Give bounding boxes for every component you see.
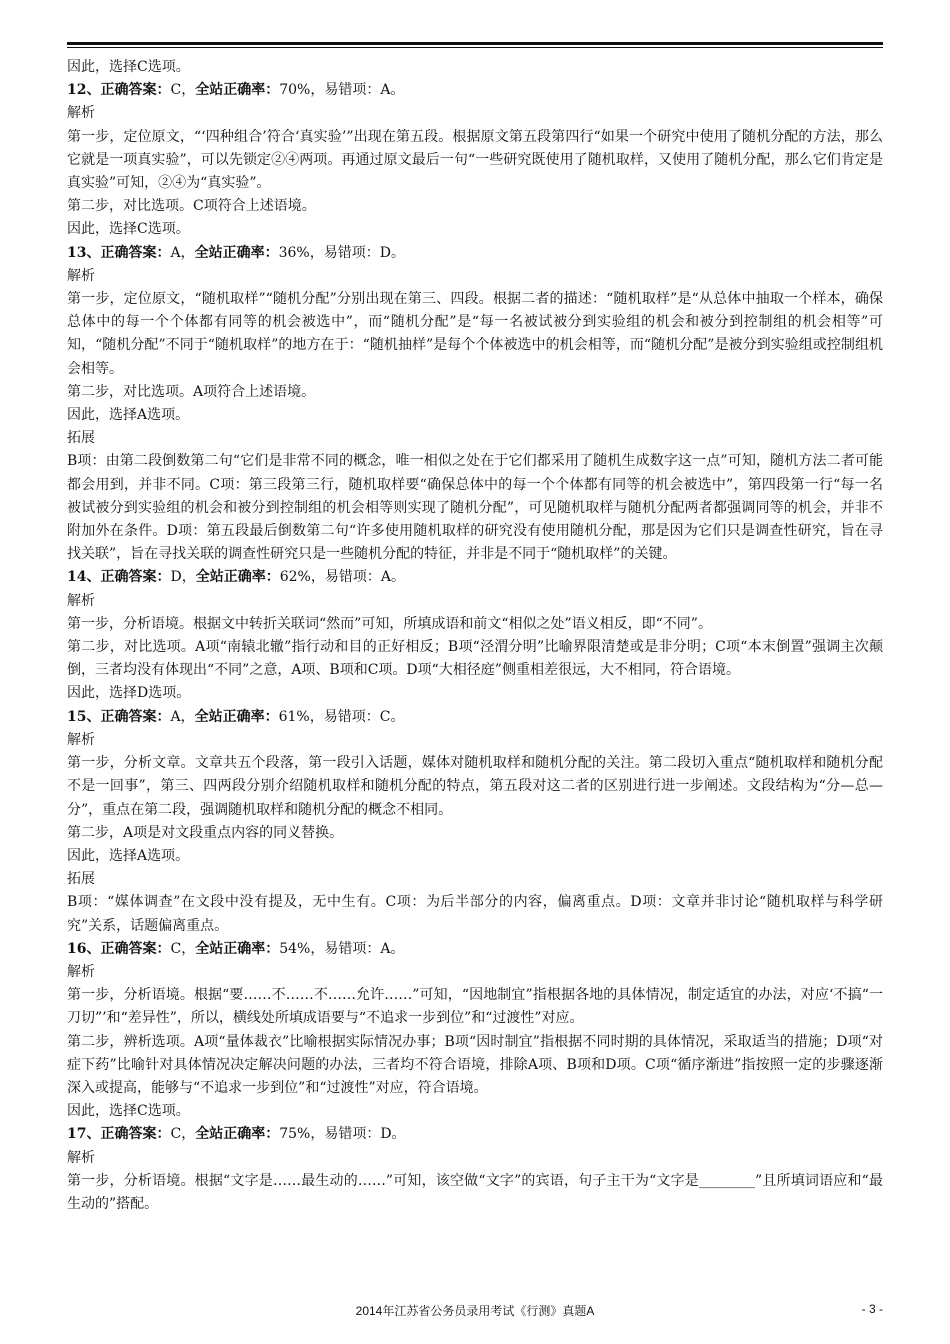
header-rule-thick <box>67 42 883 45</box>
paragraph: 第一步，分析语境。根据“要……不……不……允许……”可知，“因地制宜”指根据各地的具体情况，制定适宜的办法，对应‘不搞“一刀切”’和“差异性”，所以，横线处所填成语要与“不追求一步到位”和“过渡性”对应。 <box>67 987 883 1027</box>
answer-line <box>67 242 883 265</box>
question-number: 16、 <box>67 940 101 957</box>
answer-value: D， <box>170 569 196 586</box>
conclusion-line: 因此，选择D选项。 <box>67 685 191 702</box>
paragraph: 第一步，分析语境。根据文中转折关联词“然而”可知，所填成语和前文“相似之处”语义相反，即“不同”。 <box>67 615 712 632</box>
paragraph: 第二步，对比选项。A项“南辕北辙”指行动和目的正好相反；B项“泾渭分明”比喻界限清楚或是非分明；C项“本末倒置”强调主次颠倒，三者均没有体现出“不同”之意，A项、B项和C项。D项“大相径庭”侧重相差很远，大不相同，符合语境。 <box>67 639 883 679</box>
accuracy-label: 全站正确率： <box>195 1126 280 1143</box>
paragraph: B项：由第二段倒数第二句“它们是非常不同的概念，唯一相似之处在于它们都采用了随机生成数字这一点”可知，随机方法二者可能都会用到，并非不同。C项：第三段第三行，随机取样要“确保总体中的每一个个体都有同等的机会被选中”，第四段第一行“每一名被试被分到实验组的机会和被分到控制组的机会相等则实现了随机分配”，可见随机取样与随机分配两者都强调同等的机会，并非不附加外在条件。D项：第五段最后倒数第二句“许多使用随机取样的研究没有使用随机分配，那是因为它们只是调查性研究，旨在寻找关联”，旨在寻找关联的调查性研究只是一些随机分配的特征，并非是不同于“随机取样”的关键。 <box>67 453 883 563</box>
page-number: - 3 - <box>861 1302 883 1316</box>
section-heading-analysis: 解析 <box>67 267 95 284</box>
accuracy-value: 61%，易错项：C。 <box>278 708 405 725</box>
section-heading-analysis: 解析 <box>67 1149 95 1166</box>
answer-value: C， <box>170 940 196 957</box>
page-footer <box>67 1302 883 1322</box>
question-number: 13、 <box>67 244 101 261</box>
accuracy-label: 全站正确率： <box>195 82 280 99</box>
header-rule-thin <box>67 47 883 48</box>
question-number: 17、 <box>67 1126 101 1143</box>
question-number: 12、 <box>67 82 101 99</box>
accuracy-value: 36%，易错项：D。 <box>278 244 405 261</box>
answer-value: C， <box>170 82 196 99</box>
conclusion-line: 因此，选择A选项。 <box>67 847 190 864</box>
answer-line <box>67 706 883 729</box>
accuracy-value: 54%，易错项：A。 <box>279 940 405 957</box>
question-number: 14、 <box>67 569 101 586</box>
paragraph: 第一步，分析文章。文章共五个段落，第一段引入话题，媒体对随机取样和随机分配的关注。第二段切入重点“随机取样和随机分配不是一回事”，第三、四两段分别介绍随机取样和随机分配的特点，第五段对这二者的区别进行进一步阐述。文段结构为“分—总—分”，重点在第二段，强调随机取样和随机分配的概念不相同。 <box>67 755 883 818</box>
accuracy-value: 70%，易错项：A。 <box>279 82 405 99</box>
conclusion-line: 因此，选择A选项。 <box>67 407 190 424</box>
answer-line <box>67 1123 883 1146</box>
accuracy-label: 全站正确率： <box>194 244 279 261</box>
answer-label: 正确答案： <box>100 940 171 957</box>
section-heading-analysis: 解析 <box>67 963 95 980</box>
answer-line <box>67 79 883 102</box>
paragraph: 第一步，定位原文，“随机取样”“随机分配”分别出现在第三、四段。根据二者的描述：“随机取样”是“从总体中抽取一个样本，确保总体中的每一个个体都有同等的机会被选中”，而“随机分配”是“每一名被试被分到实验组的机会和被分到控制组的机会相等”可知，“随机分配”不同于“随机取样”的地方在于：“随机抽样”是每个个体被选中的机会相等，而“随机分配”是被分到实验组或控制组机会相等。 <box>67 291 883 377</box>
accuracy-value: 62%，易错项：A。 <box>279 569 405 586</box>
question-number: 15、 <box>67 708 101 725</box>
document-body <box>67 56 883 1216</box>
section-heading-analysis: 解析 <box>67 731 95 748</box>
section-heading-extension: 拓展 <box>67 871 95 888</box>
answer-value: C， <box>170 1126 196 1143</box>
paragraph: 第二步，对比选项。A项符合上述语境。 <box>67 383 316 400</box>
paragraph: 第一步，定位原文，“‘四种组合’符合‘真实验’”出现在第五段。根据原文第五段第四行“如果一个研究中使用了随机分配的方法，那么它就是一项真实验”，可以先锁定②④两项。再通过原文最后一句“一些研究既使用了随机取样，又使用了随机分配，那么它们肯定是真实验”可知，②④为“真实验”。 <box>67 128 883 192</box>
answer-label: 正确答案： <box>100 708 171 725</box>
accuracy-value: 75%，易错项：D。 <box>279 1126 406 1143</box>
accuracy-label: 全站正确率： <box>195 569 280 586</box>
paragraph: 第二步，A项是对文段重点内容的同义替换。 <box>67 824 344 841</box>
section-heading-extension: 拓展 <box>67 430 95 447</box>
answer-label: 正确答案： <box>100 569 171 586</box>
section-heading-analysis: 解析 <box>67 592 95 609</box>
paragraph: 第二步，辨析选项。A项“量体裁衣”比喻根据实际情况办事；B项“因时制宜”指根据不同时期的具体情况，采取适当的措施；D项“对症下药”比喻针对具体情况决定解决问题的办法，三者均不符合语境，排除A项、B项和D项。C项“循序渐进”指按照一定的步骤逐渐深入或提高，能够与“不追求一步到位”和“过渡性”对应，符合语境。 <box>67 1033 883 1096</box>
answer-value: A， <box>170 244 195 261</box>
accuracy-label: 全站正确率： <box>195 940 280 957</box>
conclusion-line: 因此，选择C选项。 <box>67 1103 190 1120</box>
conclusion-line: 因此，选择C选项。 <box>67 221 190 238</box>
answer-line <box>67 566 883 589</box>
answer-label: 正确答案： <box>100 244 171 261</box>
paragraph: 第二步，对比选项。C项符合上述语境。 <box>67 198 316 215</box>
answer-label: 正确答案： <box>100 1126 171 1143</box>
paragraph: B项：“媒体调查”在文段中没有提及，无中生有。C项：为后半部分的内容，偏离重点。D项：文章并非讨论“随机取样与科学研究”关系，话题偏离重点。 <box>67 894 883 934</box>
paragraph: 第一步，分析语境。根据“文字是……最生动的……”可知，该空做“文字”的宾语，句子主干为“文字是________”且所填词语应和“最生动的”搭配。 <box>67 1172 883 1212</box>
conclusion-line: 因此，选择C选项。 <box>67 59 190 75</box>
answer-line <box>67 938 883 961</box>
answer-label: 正确答案： <box>100 82 171 99</box>
section-heading-analysis: 解析 <box>67 105 95 122</box>
footer-title: 2014年江苏省公务员录用考试《行测》真题A <box>355 1304 595 1318</box>
answer-value: A， <box>170 708 195 725</box>
accuracy-label: 全站正确率： <box>194 708 279 725</box>
